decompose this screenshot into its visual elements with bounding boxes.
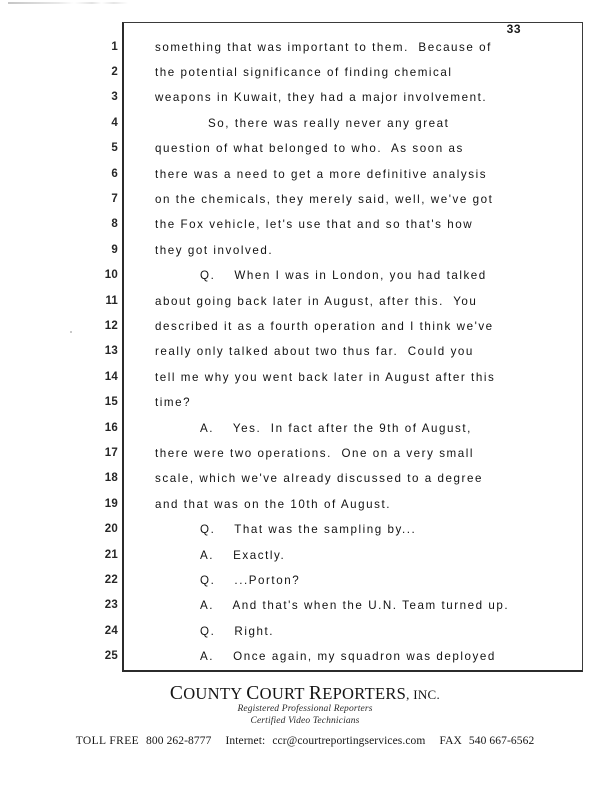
line-number: 1 bbox=[111, 40, 118, 53]
line-text: Q. ...Porton? bbox=[200, 573, 301, 587]
transcript-line bbox=[0, 574, 610, 599]
line-text: really only talked about two thus far. Could you bbox=[155, 345, 474, 359]
line-text: something that was important to them. Because of bbox=[155, 40, 492, 54]
firm-name-w3: EPORTERS bbox=[322, 684, 407, 703]
line-number: 25 bbox=[104, 650, 118, 663]
line-number: 12 bbox=[104, 319, 118, 332]
line-number: 18 bbox=[104, 472, 118, 485]
transcript-line bbox=[0, 168, 610, 193]
transcript-line bbox=[0, 498, 610, 523]
line-text: there were two operations. One on a very small bbox=[155, 446, 475, 460]
line-number: 21 bbox=[104, 548, 118, 561]
line-text: A. Once again, my squadron was deployed bbox=[200, 650, 496, 664]
line-number: 8 bbox=[111, 218, 118, 231]
line-text: tell me why you went back later in August after this bbox=[155, 370, 496, 384]
line-text: So, there was really never any great bbox=[208, 116, 450, 130]
page-number: 33 bbox=[506, 22, 521, 36]
line-number: 7 bbox=[111, 192, 118, 205]
line-text: question of what belonged to who. As soon as bbox=[155, 142, 464, 156]
toll-free-block bbox=[76, 735, 212, 747]
firm-name-c2: C bbox=[246, 683, 260, 704]
line-number: 11 bbox=[105, 294, 118, 307]
firm-name-c1: C bbox=[169, 683, 184, 704]
transcript-line bbox=[0, 371, 610, 396]
line-text: weapons in Kuwait, they had a major involvement. bbox=[155, 91, 488, 105]
line-number: 14 bbox=[104, 370, 118, 383]
line-text: and that was on the 10th of August. bbox=[155, 497, 392, 511]
firm-name-suffix: , INC. bbox=[406, 687, 441, 702]
line-text: A. Exactly. bbox=[200, 548, 286, 562]
firm-subline-registered: Registered Professional Reporters bbox=[237, 704, 373, 714]
transcript-line bbox=[0, 320, 610, 345]
firm-name-c3: R bbox=[308, 683, 323, 704]
transcript-line bbox=[0, 625, 610, 650]
transcript-line bbox=[0, 117, 610, 142]
line-text: Q. When I was in London, you had talked bbox=[200, 269, 487, 283]
line-text: described it as a fourth operation and I think we've bbox=[155, 319, 494, 333]
line-number: 19 bbox=[104, 497, 118, 510]
line-text: A. Yes. In fact after the 9th of August, bbox=[200, 421, 472, 435]
line-number: 13 bbox=[104, 345, 118, 358]
transcript-line bbox=[0, 447, 610, 472]
line-text: about going back later in August, after this. You bbox=[155, 294, 478, 308]
firm-name-w1: OUNTY bbox=[183, 684, 242, 703]
line-number: 15 bbox=[104, 396, 118, 409]
line-number: 2 bbox=[111, 65, 118, 78]
transcript-line bbox=[0, 295, 610, 320]
scan-noise-artifact bbox=[8, 2, 128, 4]
internet-label: Internet: bbox=[225, 735, 266, 747]
line-text: A. And that's when the U.N. Team turned up. bbox=[200, 599, 510, 613]
line-text: the potential significance of finding chemical bbox=[155, 65, 453, 79]
line-number: 22 bbox=[104, 573, 118, 586]
transcript-line bbox=[0, 523, 610, 548]
transcript-line bbox=[0, 269, 610, 294]
line-text: time? bbox=[155, 396, 192, 410]
line-number: 23 bbox=[104, 599, 118, 612]
line-number: 3 bbox=[111, 91, 118, 104]
fax-label: FAX bbox=[439, 735, 462, 747]
firm-name bbox=[0, 684, 610, 704]
transcript-line bbox=[0, 549, 610, 574]
line-number: 4 bbox=[111, 116, 118, 129]
transcript-line bbox=[0, 193, 610, 218]
line-number: 20 bbox=[104, 523, 118, 536]
line-number: 17 bbox=[104, 446, 118, 459]
internet-email: ccr@courtreportingservices.com bbox=[272, 735, 426, 747]
line-text: Q. That was the sampling by... bbox=[200, 523, 417, 537]
line-text: scale, which we've already discussed to a degree bbox=[155, 472, 483, 486]
line-number: 10 bbox=[104, 269, 118, 282]
firm-subline-certified: Certified Video Technicians bbox=[250, 715, 360, 726]
line-number: 24 bbox=[104, 624, 118, 637]
transcript-line bbox=[0, 345, 610, 370]
line-text: on the chemicals, they merely said, well, we've got bbox=[155, 192, 494, 206]
line-number: 9 bbox=[111, 243, 118, 256]
line-number: 5 bbox=[111, 142, 118, 155]
fax-number: 540 667-6562 bbox=[468, 735, 535, 747]
transcript-line bbox=[0, 66, 610, 91]
line-text: the Fox vehicle, let's use that and so that's how bbox=[155, 218, 474, 232]
transcript-line bbox=[0, 142, 610, 167]
line-number: 6 bbox=[111, 167, 118, 180]
firm-contact-line bbox=[0, 735, 610, 747]
toll-free-label: TOLL FREE bbox=[75, 735, 140, 747]
line-text: Q. Right. bbox=[200, 624, 275, 638]
internet-block bbox=[225, 735, 425, 747]
transcript-line bbox=[0, 422, 610, 447]
transcript-line bbox=[0, 218, 610, 243]
firm-name-w2: OURT bbox=[259, 684, 305, 703]
line-text: they got involved. bbox=[155, 243, 274, 257]
line-number: 16 bbox=[104, 421, 118, 434]
transcript-line bbox=[0, 41, 610, 66]
fax-block bbox=[439, 735, 534, 747]
transcript-line bbox=[0, 396, 610, 421]
transcript-line bbox=[0, 472, 610, 497]
transcript-line bbox=[0, 244, 610, 269]
page-footer bbox=[0, 684, 610, 747]
line-text: there was a need to get a more definitive analysis bbox=[155, 167, 488, 181]
transcript-line bbox=[0, 599, 610, 624]
transcript-line bbox=[0, 91, 610, 116]
transcript-line bbox=[0, 650, 610, 675]
toll-free-number: 800 262-8777 bbox=[146, 735, 212, 747]
